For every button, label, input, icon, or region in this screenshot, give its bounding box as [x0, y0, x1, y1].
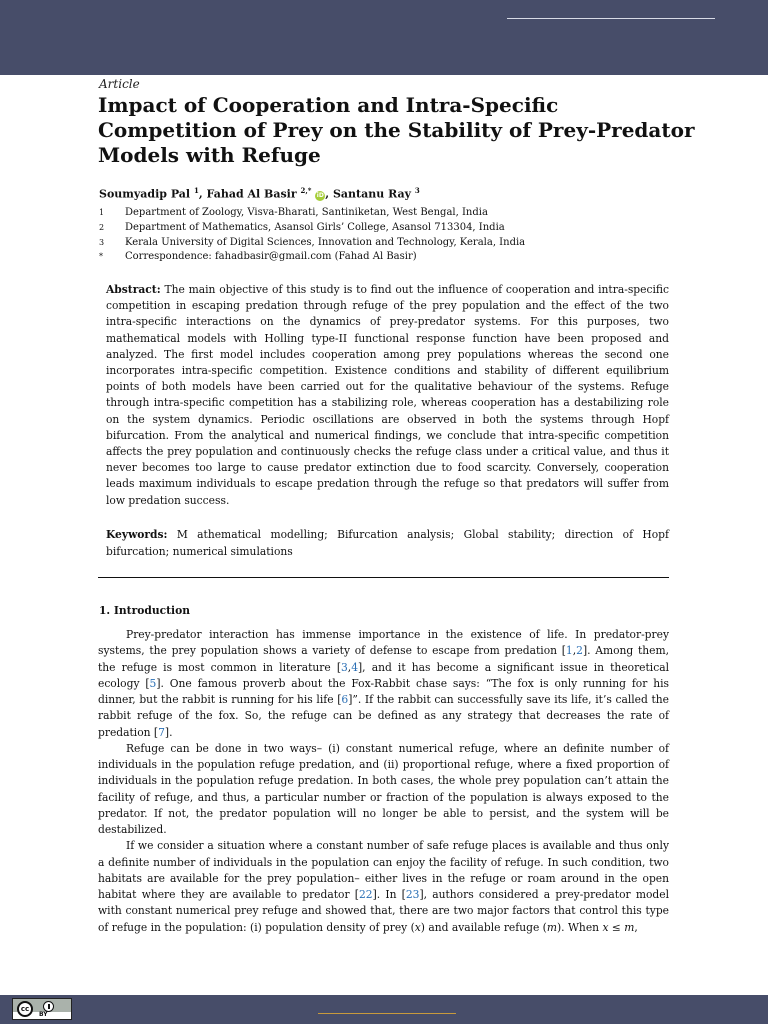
math-variable: x — [414, 920, 421, 934]
section-divider — [98, 577, 669, 578]
citation-link[interactable]: 1 — [565, 644, 573, 658]
orcid-icon[interactable]: iD — [316, 191, 324, 199]
affiliation-list — [99, 206, 669, 265]
paragraph-text: ) and available refuge ( — [420, 920, 547, 934]
section-body — [98, 627, 669, 936]
author-name: Santanu Ray — [332, 187, 411, 201]
citation-link[interactable]: 2 — [576, 644, 583, 658]
affiliation-text: Department of Mathematics, Asansol Girls’ College, Asansol 713304, India — [125, 221, 505, 233]
paragraph-text: ], and it has become a significant issue in theoretical ecology [ — [98, 660, 669, 690]
abstract-label: Abstract: — [106, 283, 161, 296]
citation-link[interactable]: 23 — [405, 888, 420, 901]
author-name: Fahad Al Basir — [206, 187, 297, 201]
paragraph-text: ]. — [164, 725, 173, 739]
author-affiliation-mark: 2,* — [300, 186, 312, 195]
correspondence-text: Correspondence: fahadbasir@gmail.com (Fahad Al Basir) — [125, 251, 417, 263]
paragraph — [98, 627, 669, 741]
section-title: Introduction — [113, 604, 191, 617]
citation-separator: , — [572, 644, 577, 658]
section-number: 1. — [99, 604, 111, 617]
article-type: Article — [99, 77, 140, 91]
citation-link[interactable]: 6 — [341, 693, 349, 706]
keywords-text: M athematical modelling; Bifurcation analysis; Global stability; direction of Hopf bifurcation; numerical simulations — [106, 528, 669, 558]
author-name: Soumyadip Pal — [99, 187, 191, 201]
affiliation-item — [99, 250, 669, 265]
citation-separator: , — [347, 660, 352, 674]
paragraph-text: , — [634, 920, 638, 934]
affiliation-number: * — [99, 252, 103, 262]
creative-commons-icon: cc — [17, 1001, 33, 1017]
paragraph-text: ). When — [556, 920, 603, 934]
paragraph — [98, 838, 669, 936]
citation-link[interactable]: 4 — [351, 660, 359, 674]
header-band — [0, 0, 768, 75]
citation-link[interactable]: 3 — [340, 660, 348, 674]
header-rule — [507, 18, 715, 19]
affiliation-text: Department of Zoology, Visva-Bharati, Santiniketan, West Bengal, India — [125, 207, 488, 218]
math-expression: x ≤ m — [602, 920, 635, 934]
paragraph-text: ]. Among them, the refuge is most common in literature [ — [98, 644, 669, 674]
paper-title: Impact of Cooperation and Intra-Specific Competition of Prey on the Stability of Prey-Predator Models with Refuge — [98, 93, 695, 167]
citation-link[interactable]: 7 — [158, 725, 165, 739]
author-list: Soumyadip Pal $^1$, Fahad Al Basir $^{2,*}$ iD, Santanu Ray $^3$ — [99, 186, 420, 201]
footer-rule — [318, 1013, 456, 1014]
affiliation-item — [99, 206, 669, 221]
paragraph-text: ]. One famous proverb about the Fox-Rabbit chase says: “The fox is only running for his dinner, but the rabbit is running for his life [ — [98, 676, 670, 706]
paragraph-text: ], authors considered a prey-predator model with constant numerical prey refuge and showed that, there are two major factors that control this type of refuge in the population: (i) population density of prey ( — [98, 888, 669, 934]
paragraph-text: ]. In [ — [372, 888, 406, 901]
affiliation-number: 1 — [99, 208, 105, 217]
section-heading — [99, 604, 190, 617]
paragraph-text: ]”. If the rabbit can successfully save its life, it’s called the rabbit refuge of the fox. So, the refuge can be defined as any strategy that decreases the rate of predation [ — [98, 693, 670, 739]
abstract-text: The main objective of this study is to find out the influence of cooperation and intra-specific competition in escaping predation through refuge of the prey population and the effect of the two intra-specific interactions on the dynamics of prey-predator systems. For this purposes, two mathematical models with Holling type-II functional response function have been proposed and analyzed. The first model includes cooperation among prey populations whereas the second one incorporates intra-specific competition. Existence conditions and stability of different equilibrium points of both models have been carried out for the qualitative behaviour of the systems. Refuge through intra-specific competition has a stabilizing role, whereas cooperation has a destabilizing role on the system dynamics. Periodic oscillations are observed in both the systems through Hopf bifurcation. From the analytical and numerical findings, we conclude that intra-specific competition affects the prey population and continuously checks the refuge class under a critical value, and thus it never becomes too large to cause predator extinction due to food scarcity. Conversely, cooperation leads maximum individuals to escape predation through the refuge so that predators will suffer from low predation success. — [106, 283, 669, 507]
affiliation-item — [99, 236, 669, 251]
footer-band — [0, 995, 768, 1024]
cc-badge-label: BY — [39, 1011, 48, 1018]
abstract — [106, 282, 669, 509]
paragraph-text: Prey-predator interaction has immense importance in the existence of life. In predator-prey systems, the prey population shows a variety of defense to escape from predation [ — [98, 628, 669, 658]
affiliation-item — [99, 221, 669, 236]
cc-license-badge[interactable] — [12, 998, 72, 1020]
author-affiliation-mark: 3 — [414, 186, 420, 195]
paragraph: Refuge can be done in two ways– (i) constant numerical refuge, where an definite number of individuals in the population refuge predation, and (ii) proportional refuge, where a fixed proportion of individuals in the population refuge predation. In both cases, the whole prey population can’t attain the facility of refuge, and thus, a particular number or fraction of the population is always exposed to the predator. If not, the predator population will no longer be able to persist, and the system will be destabilized. — [98, 741, 669, 836]
author-affiliation-mark: 1 — [193, 186, 199, 195]
citation-link[interactable]: 22 — [358, 888, 373, 901]
math-variable: m — [546, 920, 557, 934]
citation-link[interactable]: 5 — [149, 676, 157, 690]
affiliation-number: 3 — [99, 237, 105, 247]
keywords — [106, 527, 669, 560]
affiliation-text: Kerala University of Digital Sciences, Innovation and Technology, Kerala, India — [125, 236, 526, 248]
keywords-label: Keywords: — [106, 528, 168, 541]
affiliation-number: 2 — [99, 222, 105, 232]
paragraph-text: If we consider a situation where a constant number of safe refuge places is available and thus only a definite number of individuals in the population can enjoy the facility of refuge. In such condition, two habitats are available for the prey population– either lives in the refuge or roam around in the open habitat where they are available to predator [ — [98, 839, 669, 901]
